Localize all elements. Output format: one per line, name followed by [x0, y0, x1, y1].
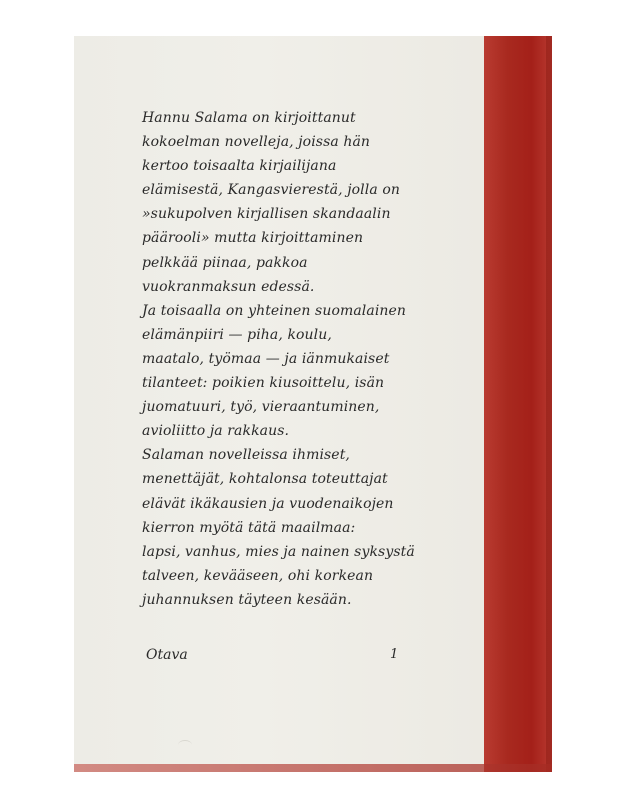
bottom-red-edge [74, 764, 552, 772]
spine-shadow [546, 36, 552, 772]
blurb-line-8: vuokranmaksun edessä. [142, 278, 315, 295]
blurb-line-5: »sukupolven kirjallisen skandaalin [142, 206, 391, 223]
blurb-line-17: elävät ikäkausien ja vuodenaikojen [142, 495, 394, 512]
blurb-line-10: elämänpiiri — piha, koulu, [142, 326, 332, 343]
back-cover-blurb [142, 106, 442, 612]
blurb-line-15: Salaman novelleissa ihmiset, [142, 447, 350, 464]
blurb-line-16: menettäjät, kohtalonsa toteuttajat [142, 471, 388, 488]
blurb-line-4: elämisestä, Kangasvierestä, jolla on [142, 182, 400, 199]
blurb-line-11: maatalo, työmaa — ja iänmukaiset [142, 350, 390, 367]
blurb-line-21: juhannuksen täyteen kesään. [142, 591, 352, 608]
blurb-line-6: päärooli» mutta kirjoittaminen [142, 230, 364, 247]
paper-mark [178, 740, 192, 750]
blurb-line-3: kertoo toisaalta kirjailijana [142, 158, 337, 175]
page-number: 1 [390, 647, 399, 662]
blurb-line-2: kokoelman novelleja, joissa hän [142, 134, 371, 151]
blurb-line-12: tilanteet: poikien kiusoittelu, isän [142, 375, 385, 392]
red-spine-edge [484, 36, 552, 772]
blurb-line-13: juomatuuri, työ, vieraantuminen, [142, 399, 380, 416]
blurb-line-7: pelkkää piinaa, pakkoa [142, 254, 308, 271]
blurb-line-19: lapsi, vanhus, mies ja nainen syksystä [142, 543, 415, 560]
blurb-line-14: avioliitto ja rakkaus. [142, 423, 290, 440]
blurb-line-9: Ja toisaalla on yhteinen suomalainen [142, 302, 407, 319]
blurb-line-20: talveen, kevääseen, ohi korkean [142, 567, 374, 584]
publisher-name: Otava [146, 647, 188, 663]
blurb-line-18: kierron myötä tätä maailmaa: [142, 519, 356, 536]
blurb-line-1: Hannu Salama on kirjoittanut [142, 110, 356, 126]
